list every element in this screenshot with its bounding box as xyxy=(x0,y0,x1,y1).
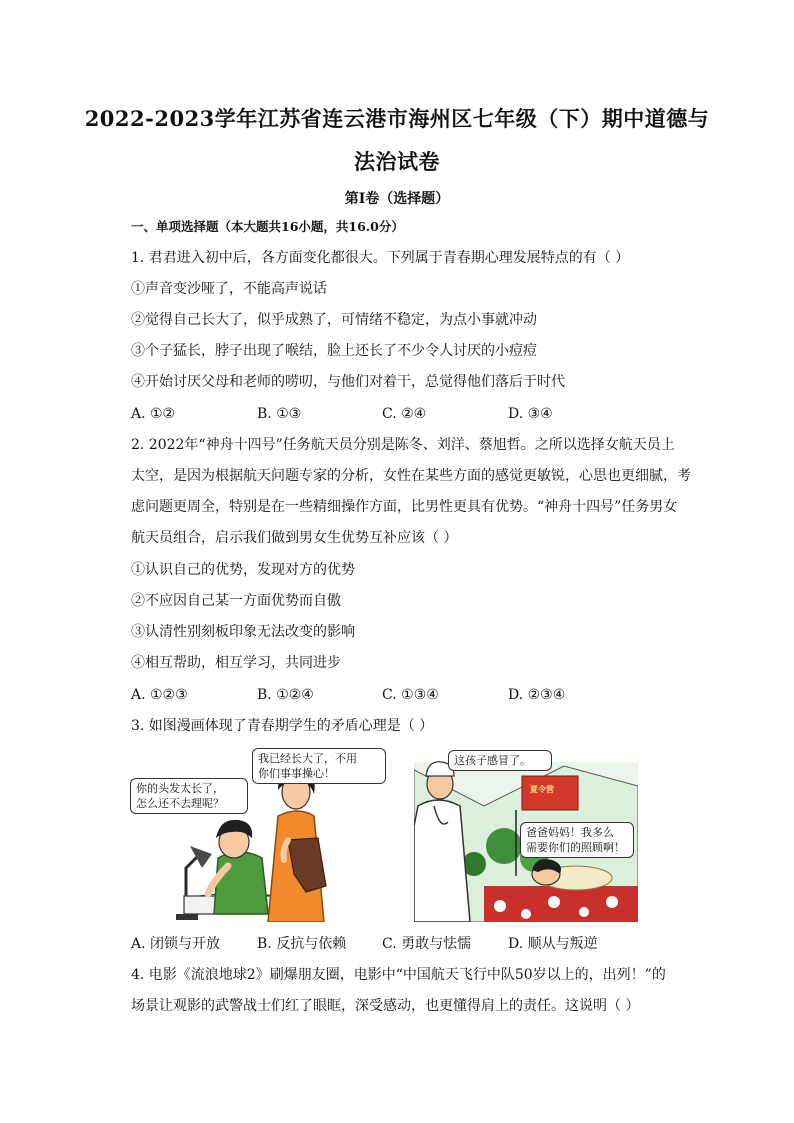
q2-stem-line4: 航天员组合，启示我们做到男女生优势互补应该（ ） xyxy=(131,530,458,546)
q2-option-c: C. ①③④ xyxy=(382,687,439,703)
q2-stem-line3: 虑问题更周全，特别是在一些精细操作方面，比男性更具有优势。“神舟十四号”任务男女 xyxy=(131,499,678,515)
q2-option-d: D. ②③④ xyxy=(508,687,566,703)
q2-stem-line1: 2. 2022年“神舟十四号”任务航天员分别是陈冬、刘洋、蔡旭哲。之所以选择女航天员上 xyxy=(131,437,675,453)
q3-option-a: A. 闭锁与开放 xyxy=(131,936,221,952)
exam-title-line2: 法治试卷 xyxy=(354,149,440,174)
q1-option-d: D. ③④ xyxy=(508,406,553,422)
q3-option-c: C. 勇敢与怯懦 xyxy=(382,936,472,952)
q3-option-b: B. 反抗与依赖 xyxy=(257,936,347,952)
child-speech-line2: 你们事事操心！ xyxy=(258,767,335,780)
q1-item-4: ④开始讨厌父母和老师的唠叨，与他们对着干，总觉得他们落后于时代 xyxy=(131,374,565,390)
q4-stem-line1: 4. 电影《流浪地球2》刷爆朋友圈，电影中“中国航天飞行中队50岁以上的，出列！”的 xyxy=(131,967,666,983)
sick-child-speech-bubble xyxy=(520,822,634,858)
mother-speech-bubble xyxy=(130,778,248,814)
q1-stem: 1. 君君进入初中后，各方面变化都很大。下列属于青春期心理发展特点的有（ ） xyxy=(131,250,630,266)
sick-child-speech-line1: 爸爸妈妈！我多么 xyxy=(526,826,614,839)
q1-item-1: ①声音变沙哑了，不能高声说话 xyxy=(131,281,327,297)
mother-speech-line2: 怎么还不去理呢？ xyxy=(136,797,224,810)
q2-option-a: A. ①②③ xyxy=(131,687,188,703)
cartoon-left xyxy=(128,746,396,922)
q3-stem: 3. 如图漫画体现了青春期学生的矛盾心理是（ ） xyxy=(131,718,434,734)
q2-item-3: ③认清性别刻板印象无法改变的影响 xyxy=(131,624,355,640)
doctor-speech-text: 这孩子感冒了。 xyxy=(454,754,531,767)
exam-title-line1: 2022-2023学年江苏省连云港市海州区七年级（下）期中道德与 xyxy=(84,106,710,131)
part-heading: 一、单项选择题（本大题共16小题，共16.0分） xyxy=(131,219,404,234)
q2-option-b: B. ①②④ xyxy=(257,687,314,703)
q4-stem-line2: 场景让观影的武警战士们红了眼眶，深受感动，也更懂得肩上的责任。这说明（ ） xyxy=(131,998,640,1014)
q1-option-c: C. ②④ xyxy=(382,406,427,422)
mother-speech-line1: 你的头发太长了， xyxy=(136,782,224,795)
q2-stem-line2: 太空，是因为根据航天问题专家的分析，女性在某些方面的感觉更敏锐，心思也更细腻，考 xyxy=(131,468,691,484)
q2-item-2: ②不应因自己某一方面优势而自傲 xyxy=(131,593,341,609)
q2-item-4: ④相互帮助，相互学习，共同进步 xyxy=(131,655,341,671)
camp-flag-label: 夏令营 xyxy=(530,785,554,794)
child-speech-bubble xyxy=(252,748,386,784)
q1-option-b: B. ①③ xyxy=(257,406,302,422)
q1-item-2: ②觉得自己长大了，似乎成熟了，可情绪不稳定，为点小事就冲动 xyxy=(131,312,537,328)
cartoon-right xyxy=(414,746,638,922)
q2-item-1: ①认识自己的优势，发现对方的优势 xyxy=(131,562,355,578)
doctor-speech-bubble xyxy=(448,750,552,771)
sick-child-speech-line2: 需要你们的照顾啊！ xyxy=(526,841,625,854)
child-speech-line1: 我已经长大了，不用 xyxy=(258,752,357,765)
q1-item-3: ③个子猛长，脖子出现了喉结，脸上还长了不少令人讨厌的小痘痘 xyxy=(131,343,537,359)
q1-option-a: A. ①② xyxy=(131,406,176,422)
q3-option-d: D. 顺从与叛逆 xyxy=(508,936,598,952)
section-title: 第I卷（选择题） xyxy=(344,191,450,207)
